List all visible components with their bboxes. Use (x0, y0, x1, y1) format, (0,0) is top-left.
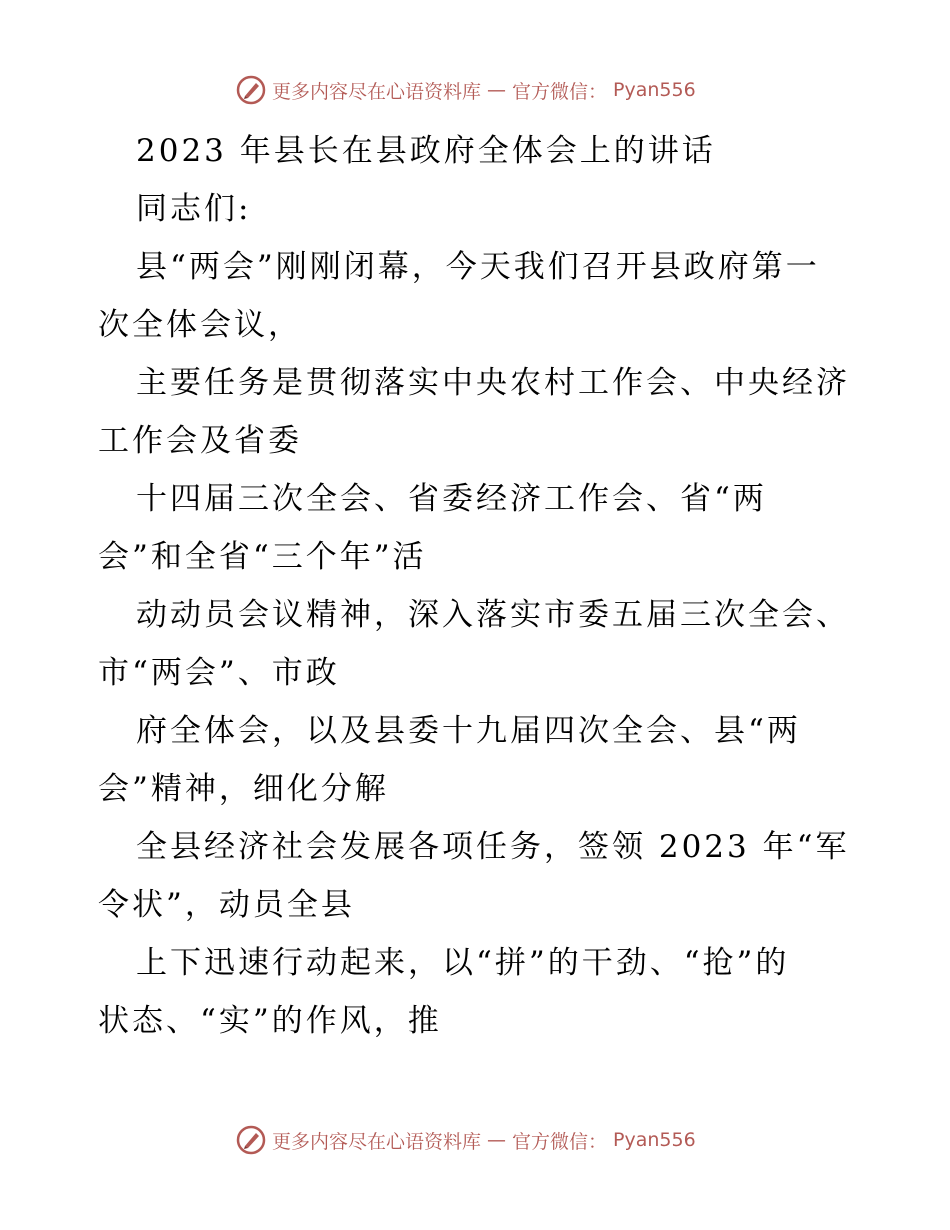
paragraph-line: 上下迅速行动起来，以“拼”的干劲、“抢”的 (136, 945, 790, 981)
banner-separator: — (487, 79, 507, 101)
document-body (98, 122, 858, 1050)
banner-wechat-label: 官方微信： (512, 80, 608, 103)
paragraph-line: 主要任务是贯彻落实中央农村工作会、中央经济 (136, 365, 850, 401)
banner-wechat-label: 官方微信： (512, 1130, 608, 1153)
salutation: 同志们: (136, 191, 252, 227)
paragraph-line: 十四届三次全会、省委经济工作会、省“两 (136, 481, 767, 517)
paragraph-line: 令状”，动员全县 (98, 887, 355, 923)
banner-wechat-id: Pyan556 (613, 1129, 696, 1151)
paragraph-line: 会”和全省“三个年”活 (98, 539, 427, 575)
banner-wechat-id: Pyan556 (613, 79, 696, 101)
banner-main-text: 更多内容尽在心语资料库 (272, 80, 482, 103)
header-watermark-banner (236, 72, 716, 108)
footer-watermark-banner (236, 1122, 716, 1158)
paragraph-line: 全县经济社会发展各项任务，签领 2023 年“军 (136, 829, 850, 865)
paragraph-line: 县“两会”刚刚闭幕，今天我们召开县政府第一 (136, 249, 820, 285)
paragraph-line: 工作会及省委 (98, 423, 302, 459)
pen-logo-icon (236, 1125, 266, 1155)
paragraph-line: 府全体会，以及县委十九届四次全会、县“两 (136, 713, 801, 749)
banner-separator: — (487, 1129, 507, 1151)
document-title: 2023 年县长在县政府全体会上的讲话 (136, 133, 716, 169)
paragraph-line: 市“两会”、市政 (98, 655, 340, 691)
paragraph-line: 会”精神，细化分解 (98, 771, 389, 807)
paragraph-line: 次全体会议， (98, 307, 302, 343)
paragraph-line: 状态、“实”的作风，推 (98, 1003, 442, 1039)
paragraph-line: 动动员会议精神，深入落实市委五届三次全会、 (136, 597, 850, 633)
pen-logo-icon (236, 75, 266, 105)
banner-main-text: 更多内容尽在心语资料库 (272, 1130, 482, 1153)
